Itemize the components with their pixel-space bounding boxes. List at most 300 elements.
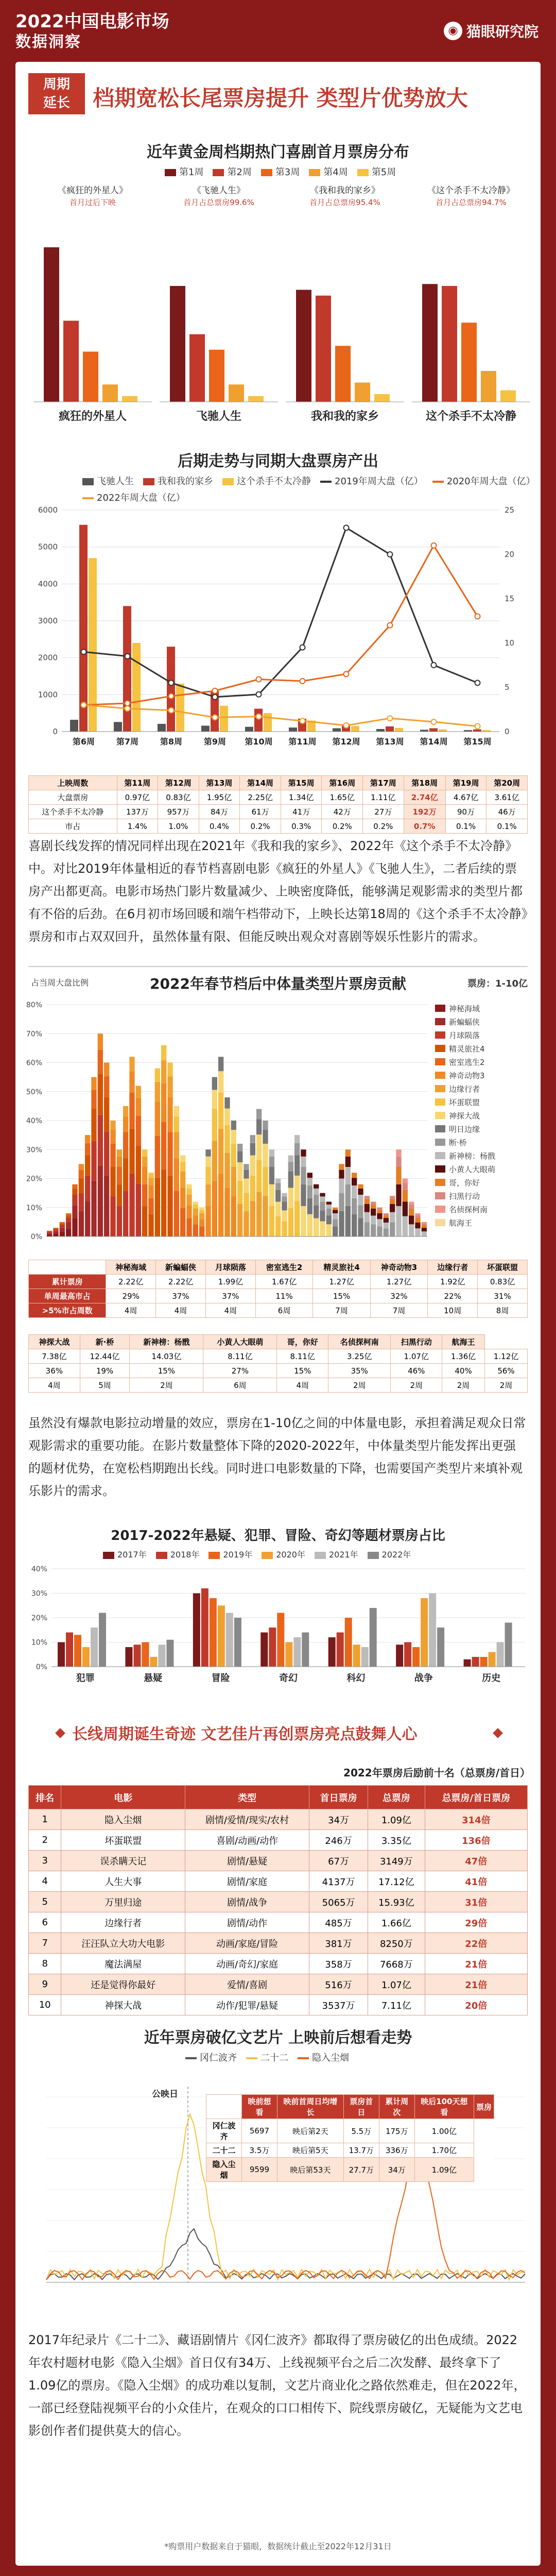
stacked-bar <box>117 1167 122 1184</box>
stacked-bar <box>91 1181 96 1236</box>
stacked-bar <box>79 1179 84 1193</box>
bar <box>335 346 351 402</box>
legend-label: 2019年 <box>223 1550 253 1560</box>
sec1-legend <box>165 165 396 178</box>
table-cell: 485万 <box>309 1912 368 1933</box>
stacked-bar <box>352 1198 357 1214</box>
rank-table <box>28 1785 528 2015</box>
stacked-bar <box>66 1228 71 1236</box>
y-tick: 60% <box>26 1059 42 1067</box>
stacked-bar <box>390 1204 395 1212</box>
sec5-title: 近年票房破亿文艺片 上映前后想看走势 <box>144 2029 412 2047</box>
table-cell: 2周 <box>391 1378 442 1393</box>
sec5-legend <box>185 2050 349 2064</box>
stacked-bar <box>180 1208 185 1236</box>
table-cell: 4 <box>29 1871 61 1892</box>
legend-label: 2020年 <box>276 1550 305 1560</box>
bar <box>505 1623 512 1667</box>
y-tick: 1000 <box>38 690 58 700</box>
stacked-bar <box>104 1077 109 1098</box>
bar <box>122 396 137 402</box>
bar <box>421 1598 428 1667</box>
bar <box>370 1608 377 1667</box>
point <box>213 694 218 700</box>
legend-swatch <box>357 169 369 176</box>
stacked-bar <box>72 1205 77 1218</box>
stacked-bar <box>409 1202 414 1205</box>
table-cell: 31% <box>478 1289 528 1303</box>
table-header-cell: 电影 <box>61 1786 185 1809</box>
bar <box>497 1642 504 1667</box>
legend-label: 小黄人大眼萌 <box>449 1165 496 1174</box>
x-tick: 战争 <box>414 1673 433 1684</box>
stacked-bar <box>60 1231 65 1236</box>
bar <box>395 728 403 732</box>
table-cell: 魔法满屋 <box>61 1954 185 1974</box>
point <box>431 719 437 724</box>
legend-item <box>82 474 134 487</box>
bar <box>123 606 131 732</box>
stacked-bar <box>212 1109 217 1141</box>
bar <box>114 722 122 732</box>
legend-label: 这个杀手不太冷静 <box>237 476 311 487</box>
point <box>344 525 349 530</box>
stacked-bar <box>142 1206 147 1236</box>
stacked-bar <box>155 1082 160 1102</box>
bar <box>412 1647 420 1667</box>
legend-swatch <box>435 1219 445 1226</box>
legend-item <box>156 1548 200 1560</box>
legend-swatch <box>435 1125 445 1132</box>
x-tick: 第8周 <box>160 737 183 747</box>
bar <box>333 728 341 732</box>
stacked-bar <box>339 1211 344 1236</box>
series-line <box>84 528 478 697</box>
table-cell: 0.1% <box>445 819 486 834</box>
stacked-bar <box>256 1160 262 1192</box>
bar <box>480 1657 488 1667</box>
stacked-bar <box>72 1218 77 1236</box>
table-cell: 边缘行者 <box>61 1912 185 1933</box>
chart-late-trend <box>15 505 541 773</box>
bar <box>296 290 311 402</box>
bar <box>74 1635 81 1667</box>
legend-label: 哥，你好 <box>449 1178 480 1188</box>
table-cell: 新蝙蝠侠 <box>156 1260 206 1275</box>
x-tick: 第11周 <box>288 737 317 747</box>
legend-label: 新神榜：杨戬 <box>449 1151 496 1161</box>
bar <box>422 284 438 402</box>
y-tick: 30% <box>26 1146 42 1155</box>
table-cell: 61万 <box>240 805 281 819</box>
stacked-bar <box>193 1202 198 1205</box>
legend-label: 2019年周大盘（亿） <box>335 476 423 487</box>
stacked-bar <box>79 1193 84 1211</box>
stacked-bar <box>110 1167 115 1196</box>
table-row <box>206 2143 494 2158</box>
table-cell: 2周 <box>130 1378 203 1393</box>
stacked-bar <box>155 1102 160 1136</box>
point <box>388 716 393 721</box>
table-header-cell: 类型 <box>185 1786 309 1809</box>
tag-line-2: 延长 <box>43 95 70 111</box>
stacked-bar <box>384 1228 389 1236</box>
stacked-bar <box>161 1083 166 1122</box>
stacked-bar <box>403 1202 408 1216</box>
table-cell: 1.36亿 <box>442 1349 485 1364</box>
legend-label: 名侦探柯南 <box>449 1205 488 1214</box>
stacked-bar <box>79 1211 84 1236</box>
table-cell: 1.34亿 <box>281 790 322 805</box>
stacked-bar <box>371 1209 376 1216</box>
bar <box>302 1633 309 1667</box>
stacked-bar <box>186 1195 192 1205</box>
group-title: 《飞驰人生》 <box>193 185 245 196</box>
stacked-bar <box>263 1130 268 1144</box>
logo-text: 猫眼研究院 <box>466 23 538 40</box>
legend-label: 断·桥 <box>449 1138 467 1147</box>
legend-swatch <box>368 1552 379 1559</box>
bar <box>376 729 385 732</box>
stacked-bar <box>263 1167 268 1196</box>
stacked-bar <box>269 1157 274 1167</box>
bar <box>264 713 272 732</box>
y-tick: 4000 <box>38 579 58 589</box>
table-cell: 3.5万 <box>241 2143 277 2158</box>
bar <box>133 1645 141 1667</box>
legend-swatch <box>165 169 176 176</box>
stacked-bar <box>186 1205 192 1218</box>
table-cell: 46% <box>391 1364 442 1378</box>
stacked-bar <box>155 1178 160 1236</box>
table-cell: 映后第5天 <box>277 2143 343 2158</box>
table-cell: 第17周 <box>363 776 404 790</box>
bar <box>396 1645 403 1667</box>
stacked-bar <box>275 1183 281 1191</box>
table-row <box>29 1364 528 1378</box>
y-tick: 20% <box>31 1614 47 1622</box>
stacked-bar <box>269 1167 274 1184</box>
table-cell: 第18周 <box>404 776 445 790</box>
group-note: 首月过后下映 <box>69 198 116 207</box>
legend-swatch <box>261 169 272 176</box>
legend-label: 第1周 <box>179 167 204 178</box>
table-cell: 34万 <box>379 2158 414 2182</box>
stacked-bar <box>250 1143 255 1156</box>
x-tick: 第13周 <box>376 737 404 747</box>
point <box>475 680 480 685</box>
bar <box>439 730 447 732</box>
stacked-bar <box>60 1222 65 1223</box>
legend-swatch <box>435 1112 445 1119</box>
y2-tick: 20 <box>505 550 515 559</box>
legend-swatch <box>185 2057 197 2059</box>
y-tick: 0% <box>36 1663 47 1671</box>
stacked-bar <box>186 1184 192 1189</box>
stacked-bar <box>129 1129 134 1174</box>
bar <box>220 706 228 732</box>
table-cell: 动画/奇幻/家庭 <box>185 1954 309 1974</box>
point <box>81 649 86 654</box>
release-label: 公映日 <box>152 2089 178 2099</box>
table-cell: 还是觉得你最好 <box>61 1974 185 1995</box>
stacked-bar <box>148 1214 153 1236</box>
stacked-bar <box>396 1206 401 1236</box>
stacked-bar <box>53 1231 58 1233</box>
table-cell: 动作/犯罪/悬疑 <box>185 1995 309 2015</box>
stacked-bar <box>301 1206 306 1236</box>
bar <box>150 1657 157 1667</box>
table-cell: 1.92亿 <box>428 1275 478 1289</box>
legend-label: 坏蛋联盟 <box>449 1098 480 1107</box>
bar <box>489 1652 496 1667</box>
tag-line-1: 周期 <box>43 77 70 92</box>
bar <box>63 321 79 402</box>
legend-swatch <box>298 2057 309 2059</box>
sec3-title: 2022年春节档后中体量类型片票房贡献 <box>150 975 406 992</box>
table-cell: 8周 <box>478 1303 528 1318</box>
stacked-bar <box>98 1074 103 1115</box>
stacked-bar <box>98 1050 103 1074</box>
table-cell: 神奇动物3 <box>370 1260 427 1275</box>
stacked-bar <box>174 1116 179 1132</box>
table-row <box>29 1892 528 1912</box>
table-cell: 84万 <box>199 805 240 819</box>
series-line <box>84 705 478 726</box>
stacked-bar <box>129 1071 134 1093</box>
sec2-title: 后期走势与同期大盘票房产出 <box>178 452 378 470</box>
stacked-bar <box>53 1233 58 1236</box>
y-tick: 0 <box>53 727 58 736</box>
table-cell: 22% <box>428 1289 478 1303</box>
stacked-bar <box>314 1195 319 1205</box>
stacked-bar <box>205 1206 211 1236</box>
table-row <box>29 1851 528 1871</box>
stacked-bar <box>263 1196 268 1236</box>
stacked-bar <box>53 1230 58 1231</box>
bar <box>167 647 175 732</box>
legend-label: 边缘行者 <box>449 1084 480 1094</box>
table-cell: 6周 <box>255 1303 312 1318</box>
stacked-bar <box>167 1097 172 1132</box>
table-cell: 8.11亿 <box>277 1349 328 1364</box>
point <box>256 692 262 697</box>
bar <box>91 1628 98 1667</box>
stacked-bar <box>352 1214 357 1236</box>
table-cell: 第20周 <box>486 776 528 790</box>
bar <box>316 296 331 402</box>
stacked-bar <box>85 1156 90 1176</box>
table-cell: 映前想看 <box>241 2095 277 2119</box>
legend-swatch <box>208 1552 220 1559</box>
table-cell: 第14周 <box>240 776 281 790</box>
table-cell: 1.95亿 <box>199 790 240 805</box>
stacked-bar <box>282 1210 287 1221</box>
stacked-bar <box>244 1179 249 1193</box>
stacked-bar <box>294 1201 300 1236</box>
stacked-bar <box>174 1191 179 1236</box>
x-tick: 科幻 <box>346 1673 366 1684</box>
table-cell: 1.4% <box>117 819 158 834</box>
table-cell: 3 <box>29 1851 61 1871</box>
stacked-bar <box>345 1167 351 1184</box>
y-tick: 2000 <box>38 653 58 663</box>
table-row <box>29 1275 528 1289</box>
table-cell: 0.1% <box>486 819 528 834</box>
legend-swatch <box>435 1005 445 1012</box>
stacked-bar <box>256 1192 262 1236</box>
stacked-bar <box>352 1173 357 1178</box>
legend-label: 第2周 <box>227 167 252 178</box>
table-cell: 市占 <box>29 819 117 834</box>
stacked-bar <box>123 1116 128 1132</box>
stacked-bar <box>224 1097 230 1109</box>
table-cell: 票房首日 <box>343 2095 379 2119</box>
table-cell: 314倍 <box>425 1809 527 1830</box>
table-cell: 坏蛋联盟 <box>478 1260 528 1275</box>
stacked-bar <box>307 1178 312 1185</box>
bar <box>193 1594 200 1667</box>
point <box>475 614 480 619</box>
table-cell: 192万 <box>404 805 445 819</box>
stacked-bar <box>364 1204 370 1212</box>
table-cell: 神秘海域 <box>106 1260 156 1275</box>
stacked-bar <box>104 1097 109 1132</box>
table-cell: 22倍 <box>425 1933 527 1954</box>
point <box>256 677 262 682</box>
table-header-cell: 排名 <box>29 1786 61 1809</box>
stacked-bar <box>199 1213 204 1219</box>
legend-label: 月球陨落 <box>449 1031 480 1040</box>
stacked-bar <box>415 1223 420 1228</box>
series-line <box>46 2229 525 2280</box>
group-note: 首月占总票房94.7% <box>436 198 507 207</box>
bar <box>260 1633 268 1667</box>
table-cell: 31倍 <box>425 1892 527 1912</box>
stacked-bar <box>288 1188 293 1208</box>
stacked-bar <box>85 1135 90 1143</box>
table-cell: 8.11亿 <box>203 1349 277 1364</box>
table-cell: 人生大事 <box>61 1871 185 1892</box>
table-row <box>29 1378 528 1393</box>
stacked-bar <box>282 1193 287 1197</box>
legend-swatch <box>435 1058 445 1065</box>
stacked-bar <box>352 1178 357 1185</box>
stacked-bar <box>422 1223 427 1225</box>
stacked-bar <box>193 1205 198 1209</box>
row-label: 单周最高市占 <box>29 1289 106 1303</box>
legend-swatch <box>222 478 234 485</box>
table-row <box>29 1954 528 1974</box>
stacked-bar <box>301 1167 306 1184</box>
stacked-bar <box>212 1077 217 1090</box>
legend-swatch <box>435 1045 445 1052</box>
para-comedy: 喜剧长线发挥的情况同样出现在2021年《我和我的家乡》、2022年《这个杀手不太冷静》中。对比2019年体量相近的春节档喜剧电影《疯狂的外星人》《飞驰人生》，二者后续的票房产出都更高。电影市场热门影片数量减少、上映密度降低，能够满足观影需求的类型片都有不俗的后劲。在6月初市场回暖和端午档带动下，上映长达第18周的《这个杀手不太冷静》票房和市占双双回升，虽然体量有限、但能反映出观众对喜剧等娱乐性影片的需求。 <box>28 839 528 944</box>
stacked-bar <box>231 1144 236 1167</box>
stacked-bar <box>224 1109 230 1125</box>
bar <box>473 730 481 732</box>
para-mid-size: 虽然没有爆款电影拉动增量的效应，票房在1-10亿之间的中体量电影，承担着满足观众日常观影需求的重要功能。在影片数量整体下降的2020-2022年，中体量类型片能发挥出更强的题材优势，在宽松档期跑出长线。同时进口电影数量的下降，也需要国产类型片来填补观乐影片的需求。 <box>28 1416 526 1498</box>
table-cell: 剧情/战争 <box>185 1892 309 1912</box>
banner <box>15 1718 541 1747</box>
y-tick: 0% <box>30 1233 42 1241</box>
table-row <box>206 2095 494 2119</box>
y-tick: 6000 <box>38 505 58 515</box>
table-cell: 2周 <box>442 1378 485 1393</box>
stacked-bar <box>180 1188 185 1208</box>
bar <box>218 1605 225 1667</box>
bar <box>142 1642 149 1667</box>
sec3-right-note: 票房：1-10亿 <box>467 978 528 989</box>
table-cell: 剧情/家庭 <box>185 1871 309 1892</box>
stacked-bar <box>72 1184 77 1189</box>
stacked-bar <box>250 1156 255 1176</box>
stacked-bar <box>339 1193 344 1211</box>
stacked-bar <box>345 1157 351 1167</box>
stacked-bar <box>333 1226 338 1236</box>
table-cell: 万里归途 <box>61 1892 185 1912</box>
stacked-bar <box>174 1132 179 1159</box>
table-cell: 小黄人大眼萌 <box>203 1335 277 1349</box>
table-cell: 剧情/动作 <box>185 1912 309 1933</box>
stacked-bar <box>123 1106 128 1116</box>
stacked-bar <box>390 1196 395 1199</box>
stacked-bar <box>275 1179 281 1183</box>
stacked-bar <box>110 1130 115 1144</box>
point <box>81 702 86 707</box>
stacked-bar <box>377 1213 382 1219</box>
point <box>300 679 305 684</box>
stacked-bar <box>66 1218 71 1223</box>
stacked-bar <box>104 1132 109 1176</box>
legend-item <box>368 1548 411 1560</box>
stacked-bar <box>409 1224 414 1236</box>
stacked-bar <box>167 1176 172 1236</box>
table-cell: 6周 <box>203 1378 277 1393</box>
stacked-bar <box>282 1202 287 1211</box>
stacked-bar <box>294 1143 300 1156</box>
y-tick: 50% <box>26 1088 42 1096</box>
stacked-bar <box>358 1184 363 1189</box>
legend-item <box>143 474 213 487</box>
y2-tick: 15 <box>505 594 515 603</box>
stacked-bar <box>123 1191 128 1236</box>
stacked-bar <box>129 1093 134 1129</box>
stacked-bar <box>269 1206 274 1236</box>
stacked-bar <box>155 1136 160 1178</box>
stacked-bar <box>364 1222 370 1236</box>
stacked-bar <box>314 1205 319 1218</box>
legend-label: 神奇动物3 <box>449 1071 485 1080</box>
table-cell: 大盘票房 <box>29 790 117 805</box>
legend-label: 飞驰人生 <box>97 476 134 487</box>
legend-label: 冈仁波齐 <box>200 2053 237 2063</box>
x-tick: 冒险 <box>211 1673 230 1684</box>
table-cell: 8 <box>29 1954 61 1974</box>
legend-item <box>185 2050 237 2064</box>
point <box>300 645 305 650</box>
stacked-bar <box>396 1184 401 1206</box>
stacked-bar <box>212 1090 217 1109</box>
y2-tick: 5 <box>505 683 510 692</box>
stacked-bar <box>377 1208 382 1210</box>
stacked-bar <box>66 1215 71 1218</box>
page-headline: 档期宽松长尾票房提升 类型片优势放大 <box>93 86 468 111</box>
stacked-bar <box>250 1135 255 1143</box>
stacked-bar <box>186 1218 192 1236</box>
bar <box>481 371 496 402</box>
stacked-bar <box>117 1149 122 1157</box>
